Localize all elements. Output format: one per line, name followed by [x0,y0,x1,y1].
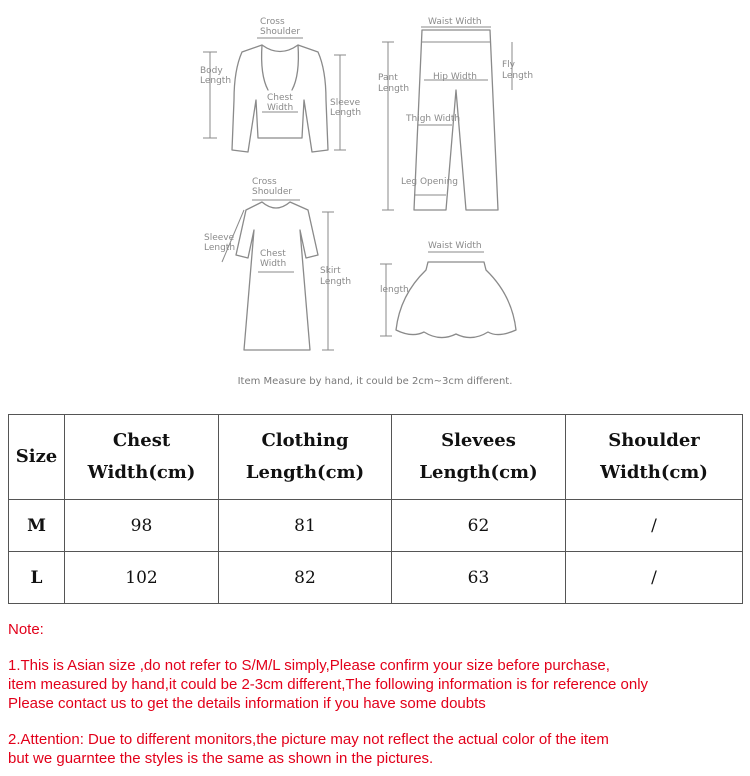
header-size [9,415,65,500]
skirt-figure [380,241,516,338]
header-clothing-length [219,415,392,500]
dress-figure [204,177,351,350]
note-2-line-1: 2.Attention: Due to different monitors,the picture may not reflect the actual color of the item [8,731,609,748]
header-chest-width [65,415,219,500]
note-1-line-1: 1.This is Asian size ,do not refer to S/M/L simply,Please confirm your size before purchase, [8,657,610,674]
cell-chest: 98 [65,500,219,552]
measurement-caption: Item Measure by hand, it could be 2cm~3cm different. [237,376,513,387]
note-1-line-3: Please contact us to get the details information if you have some doubts [8,695,486,712]
pants-hip-width-label: Hip Width [433,72,477,82]
cell-shoulder: / [566,500,743,552]
skirt-length-label: length [380,285,409,295]
header-sleeves-length [392,415,566,500]
sweater-body-length-label-2: Length [200,76,232,86]
header-clothing-line-2: Length(cm) [245,462,365,483]
cell-length: 82 [219,552,392,604]
dress-skirt-length-label-2: Length [320,277,352,287]
table-row [9,500,743,552]
note-2-line-2: but we guarntee the styles is the same as shown in the pictures. [8,750,434,767]
sweater-chest-label-1: Chest [267,93,293,103]
sweater-cross-shoulder-label-2: Shoulder [260,27,301,37]
sweater-cross-shoulder-label-1: Cross [260,17,285,27]
dress-skirt-length-label-1: Skirt [320,266,341,276]
header-sleeves-line-1: Slevees [441,430,516,451]
cell-chest: 102 [65,552,219,604]
cell-size: L [9,552,65,604]
pants-figure [378,17,533,210]
sweater-body-length-label-1: Body [200,66,223,76]
pants-thigh-width-label: Thigh Width [406,114,461,124]
dress-sleeve-length-label-2: Length [204,243,236,253]
header-sleeves-line-2: Length(cm) [419,462,538,483]
header-chest-line-2: Width(cm) [87,462,196,483]
dress-sleeve-length-label-1: Sleeve [204,233,235,243]
notes-section [8,620,746,768]
dress-chest-label-1: Chest [260,249,286,259]
header-size-line-1: Size [15,446,58,467]
pants-fly-length-label-1: Fly [502,60,516,70]
cell-length: 81 [219,500,392,552]
cell-sleeves: 63 [392,552,566,604]
table-row [9,552,743,604]
header-clothing-line-1: Clothing [261,430,349,451]
header-shoulder-line-2: Width(cm) [600,462,708,483]
pants-fly-length-label-2: Length [502,71,534,81]
dress-cross-shoulder-label-1: Cross [252,177,277,187]
cell-sleeves: 62 [392,500,566,552]
pants-leg-opening-label: Leg Opening [401,177,458,187]
sweater-chest-label-2: Width [267,103,294,113]
header-shoulder-line-1: Shoulder [608,430,700,451]
dress-chest-label-2: Width [260,259,287,269]
header-chest-line-1: Chest [112,430,171,451]
sweater-figure [200,17,361,152]
note-1-line-2: item measured by hand,it could be 2-3cm different,The following information is for reference only [8,676,649,693]
pants-waist-width-label: Waist Width [428,17,482,27]
cell-shoulder: / [566,552,743,604]
cell-size: M [9,500,65,552]
size-table-header-row [9,415,743,500]
size-table [8,414,743,604]
sweater-sleeve-label-2: Length [330,108,362,118]
note-title: Note: [8,621,44,638]
skirt-waist-width-label: Waist Width [428,241,482,251]
sweater-sleeve-label-1: Sleeve [330,98,361,108]
pants-pant-length-label-1: Pant [378,73,398,83]
pants-pant-length-label-2: Length [378,84,410,94]
dress-cross-shoulder-label-2: Shoulder [252,187,293,197]
header-shoulder-width [566,415,743,500]
